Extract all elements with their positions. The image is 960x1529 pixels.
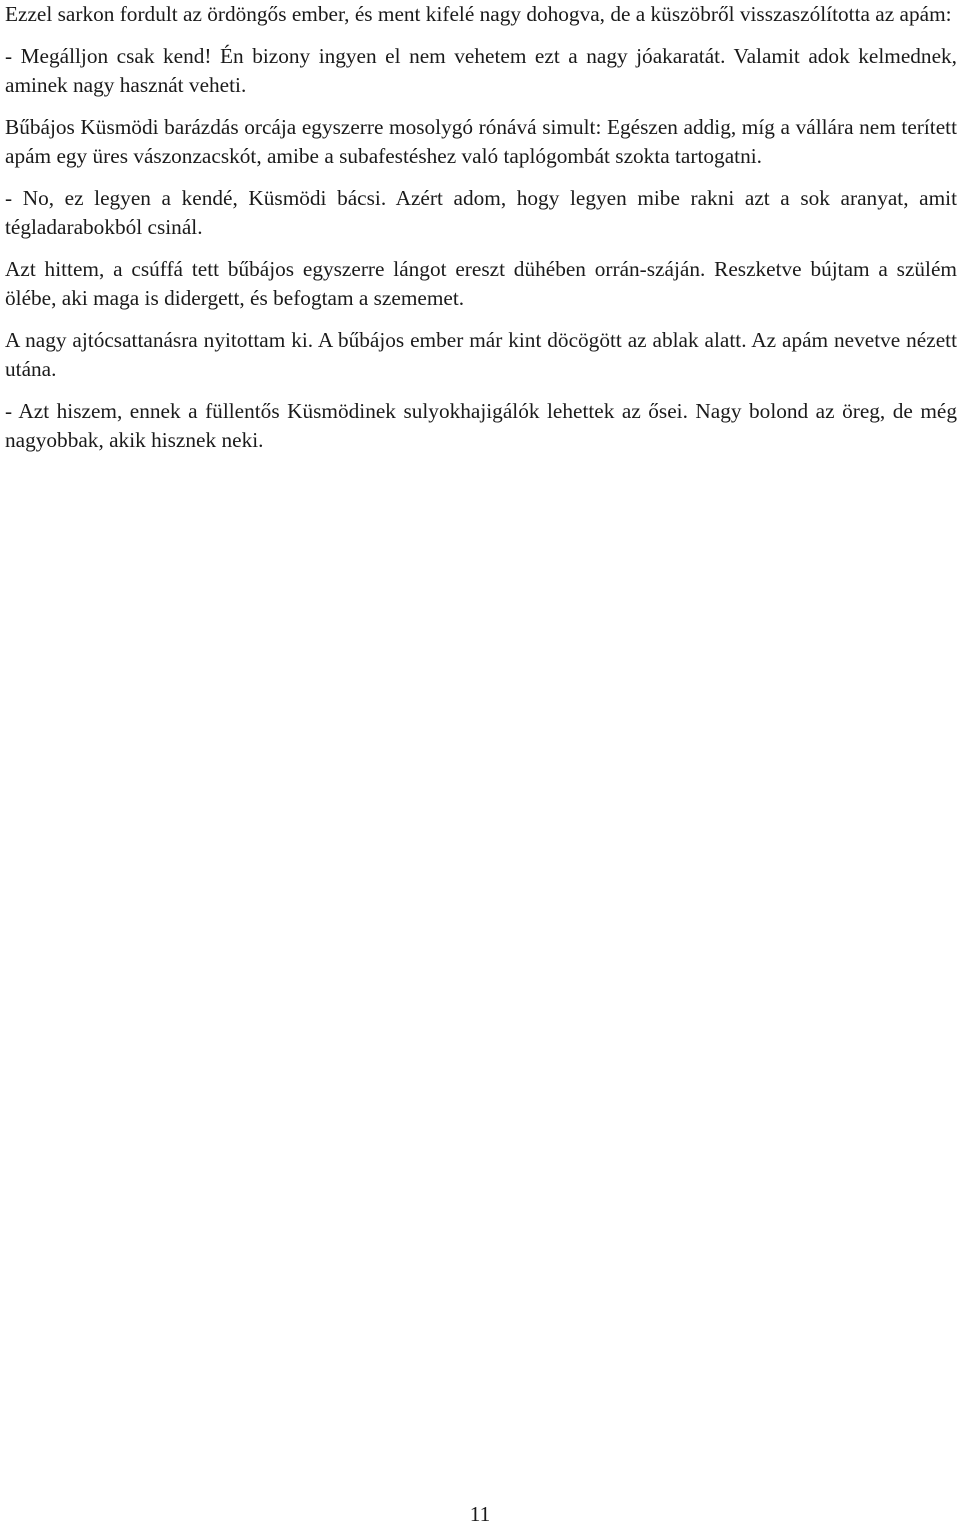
paragraph: - Azt hiszem, ennek a füllentős Küsmödinek sulyokhajigálók lehettek az ősei. Nagy bolond az öreg, de még nagyobbak, akik hisznek neki. [5,399,957,452]
document-body [5,0,957,455]
paragraph: Ezzel sarkon fordult az ördöngős ember, és ment kifelé nagy dohogva, de a küszöbről visszaszólította az apám: [5,2,952,26]
paragraph: - No, ez legyen a kendé, Küsmödi bácsi. Azért adom, hogy legyen mibe rakni azt a sok aranyat, amit tégladarabokból csinál. [5,186,957,239]
paragraph: A nagy ajtócsattanásra nyitottam ki. A bűbájos ember már kint döcögött az ablak alatt. Az apám nevetve nézett utána. [5,328,957,381]
paragraph: Azt hittem, a csúffá tett bűbájos egyszerre lángot ereszt dühében orrán-száján. Reszketve bújtam a szülém ölébe, aki maga is didergett, és befogtam a szememet. [5,257,957,310]
page-number: 11 [469,1502,491,1526]
paragraph: - Megálljon csak kend! Én bizony ingyen el nem vehetem ezt a nagy jóakaratát. Valamit adok kelmednek, aminek nagy hasznát veheti. [5,44,957,97]
paragraph: Bűbájos Küsmödi barázdás orcája egyszerre mosolygó rónává simult: Egészen addig, míg a vállára nem terített apám egy üres vászonzacskót, amibe a subafestéshez való taplógombát szokta tartogatni. [5,115,957,168]
